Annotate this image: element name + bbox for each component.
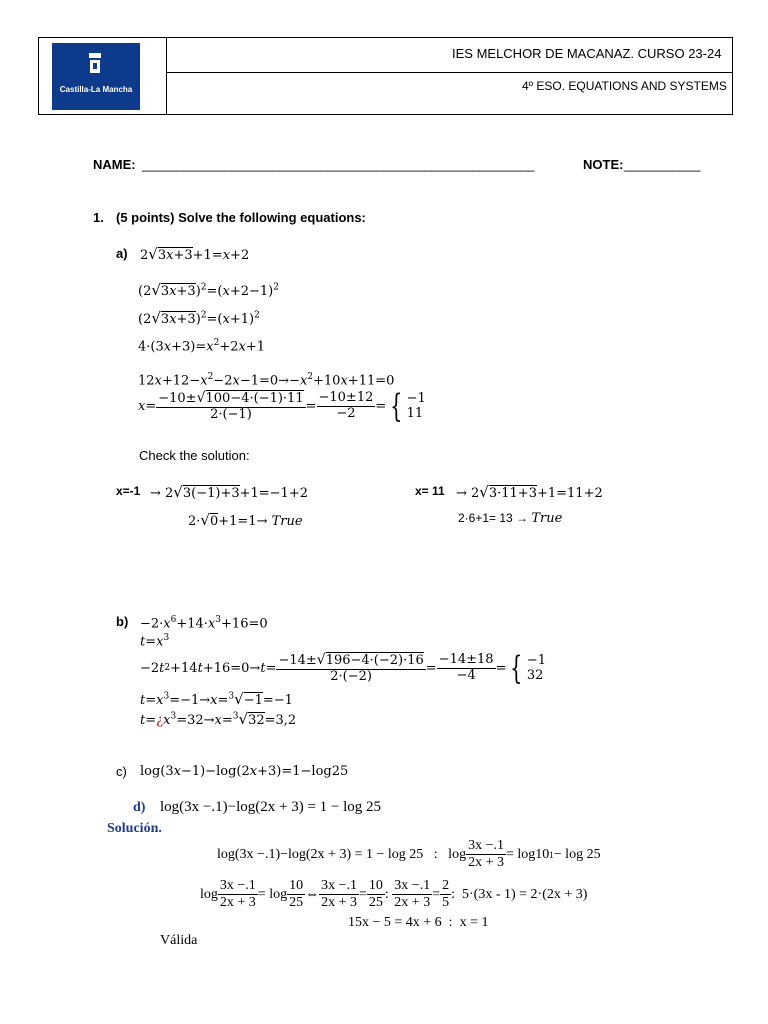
valida-label: Válida [160, 933, 198, 948]
solution-d2: log $\frac{3x -.1}{2x + 3}$ = log $\frac{10}{25}$ ⇔ $\frac{3x -.1}{2x + 3}$ = $\frac{10}{25}$ : $\frac{3x -.1}{2x + 3}$ = $\frac{2}{5}$ : 5·(3x - 1) = 2·(2x + 3) [200, 878, 588, 911]
step-a4: $12x+12-x^2-2x-1=0\to-x^2+10x+11=0$ [138, 372, 395, 389]
true-label: True [271, 514, 303, 529]
logo-text: Castilla-La Mancha [59, 85, 133, 94]
school-title: IES MELCHOR DE MACANAZ. CURSO 23-24 [452, 46, 722, 61]
part-c-label: c) [116, 764, 127, 779]
quadratic-formula-b: −2 t 2 +14 t +16=0→ t = $\frac{-14\pm√196-4\cdot(-2)\cdot 16}{2\cdot(-2)}$ = $\frac{-14\pm 18}{-4}$ = { −1 32 [140, 649, 547, 688]
quadratic-formula-a: x = $\frac{-10\pm√100-4\cdot(-1)\cdot 11}{2\cdot(-1)}$ = $\frac{-10\pm 12}{-2}$ = { −1 11 [138, 387, 426, 426]
step-a2: $(2√3x+3)^2=(x+1)^2$ [138, 309, 260, 327]
name-line: _________________________________________________________ [142, 157, 535, 172]
part-d-label: d) [133, 800, 146, 815]
solucion-label: Solución. [107, 821, 162, 836]
note-label: NOTE: [583, 157, 624, 172]
name-label: NAME: [93, 157, 136, 172]
solution-b1: $t=x^3=-1\to x=^3√-1=-1$ [140, 690, 293, 708]
solution-b2: $t=¿x^3=32\to x=^3√32=3,2$ [140, 710, 297, 728]
note-line: ___________ [624, 157, 701, 172]
header-divider [166, 37, 167, 115]
solution-d1: log(3x −.1)−log(2x + 3) = 1 − log 25 : log $\frac{3x -.1}{2x + 3}$ = log10 1 − log 25 [217, 838, 601, 871]
step-a3: $4\cdot(3x+3)=x^2+2x+1$ [138, 338, 265, 355]
equation-d: log(3x −.1)−log(2x + 3) = 1 − log 25 [160, 799, 382, 815]
substitution-b: $t=x^3$ [140, 633, 170, 650]
check-x-neg1: → 2√3(−1)+3+1=−1+2 [150, 483, 308, 501]
true-label-2: True [531, 511, 563, 526]
check-label: Check the solution: [139, 448, 250, 463]
check-x11-value: 2·6+1= 13 [458, 511, 513, 525]
check-x-neg1-label: x=-1 [116, 484, 141, 498]
equation-c: log(3x−1)−log(2x+3)=1−log25 [140, 764, 349, 779]
part-a-label: a) [116, 246, 128, 261]
equation-a: 2√3x+3+1=x+2 [140, 245, 250, 263]
check-x-neg1-result: 2·√0+1=1→ True [188, 511, 303, 529]
question-number: 1. [93, 210, 104, 225]
subject-title: 4º ESO. EQUATIONS AND SYSTEMS [522, 79, 727, 93]
part-b-label: b) [116, 614, 129, 629]
step-a1: $(2√3x+3)^2=(x+2-1)^2$ [138, 281, 279, 299]
question-title: (5 points) Solve the following equations: [116, 210, 366, 225]
castilla-la-mancha-logo [52, 43, 140, 110]
solution-d3: 15x − 5 = 4x + 6 : x = 1 [348, 915, 489, 930]
check-x11-result: 2·6+1= 13 → True [458, 511, 563, 526]
check-x11: → 2√3·11+3+1=11+2 [456, 483, 603, 501]
header-divider-horizontal [166, 72, 733, 73]
coat-of-arms-icon [88, 51, 102, 75]
equation-b: $-2\cdot x^6+14\cdot x^3+16=0$ [140, 615, 268, 632]
check-x11-label: x= 11 [415, 484, 445, 498]
